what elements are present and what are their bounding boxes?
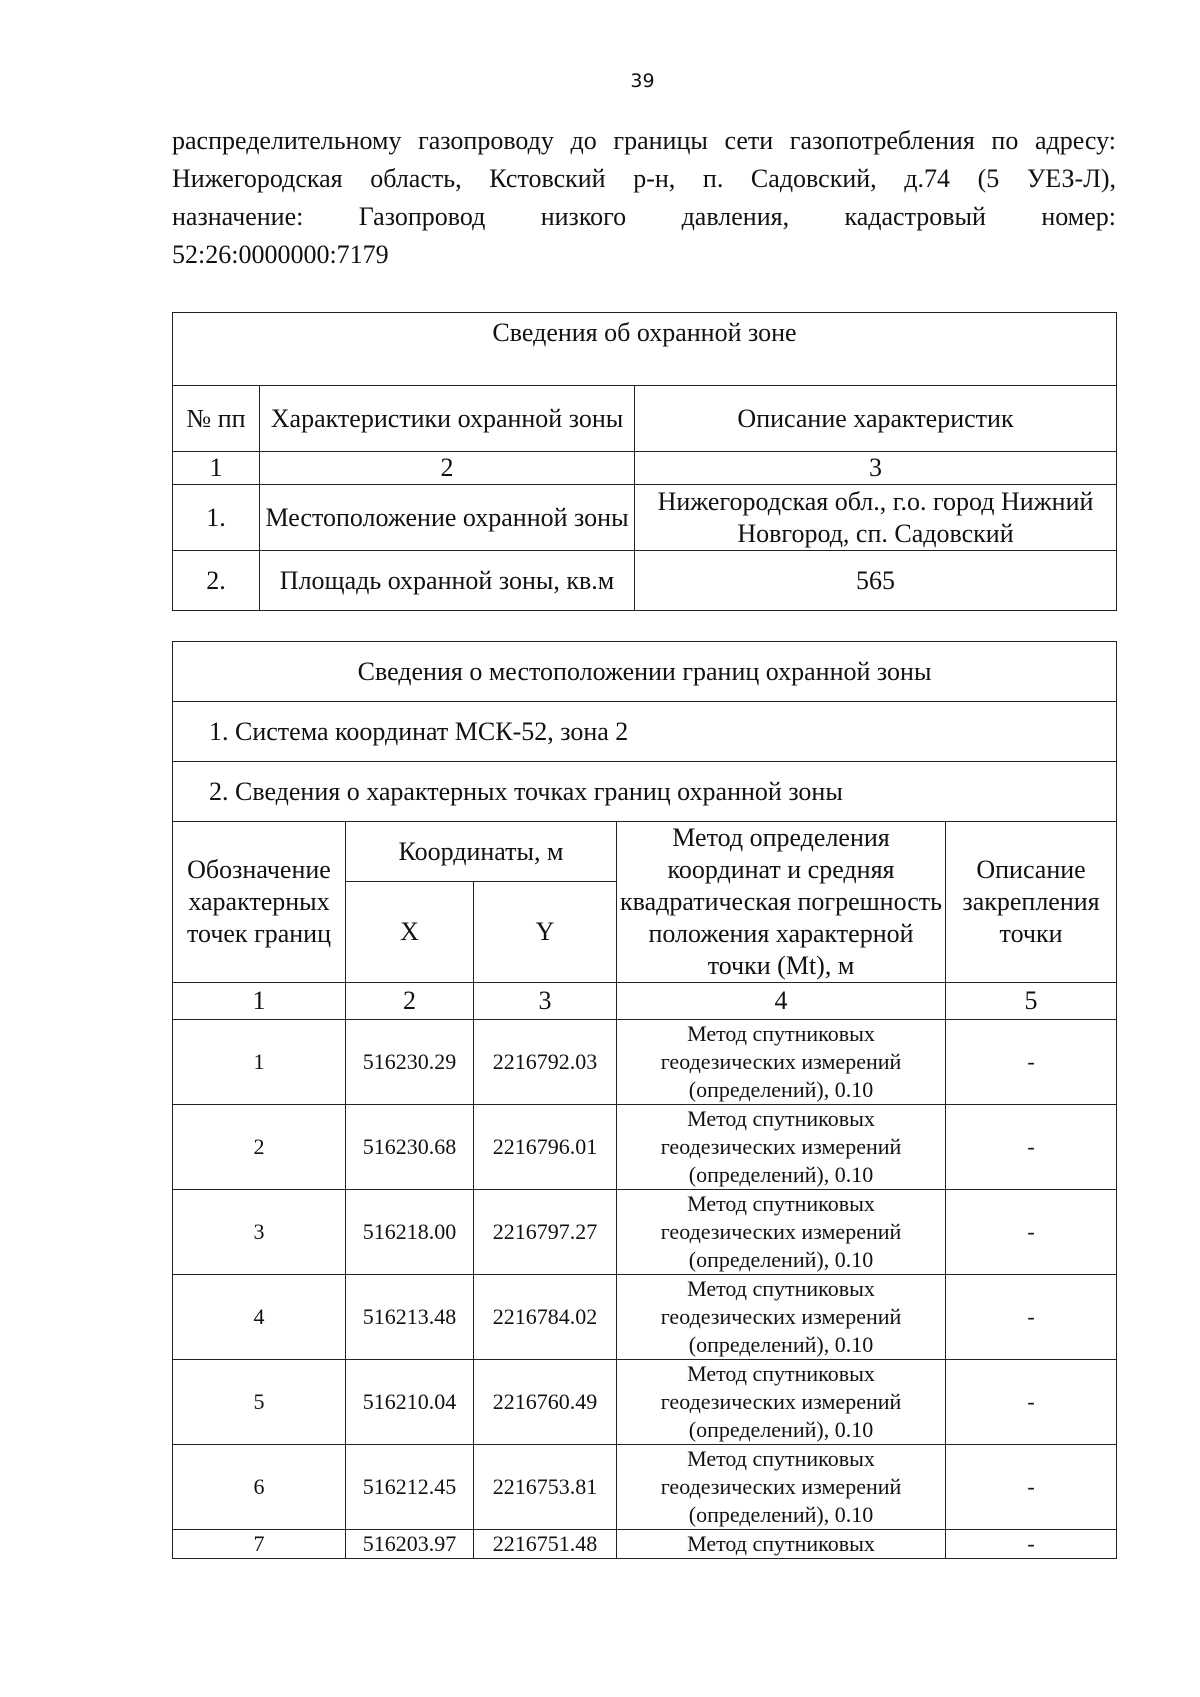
point-method: Метод спутниковых геодезических измерений (определений), 0.10 bbox=[617, 1190, 946, 1275]
row-value: 565 bbox=[635, 551, 1117, 611]
point-fixing: - bbox=[946, 1020, 1117, 1105]
point-y: 2216784.02 bbox=[474, 1275, 617, 1360]
point-id: 7 bbox=[173, 1530, 346, 1559]
point-fixing: - bbox=[946, 1275, 1117, 1360]
header-designation: Обозначение характерных точек границ bbox=[173, 822, 346, 983]
table-row bbox=[173, 1105, 1117, 1190]
coordinate-system: 1. Система координат МСК-52, зона 2 bbox=[173, 702, 1117, 762]
point-id: 2 bbox=[173, 1105, 346, 1190]
col-number: 1 bbox=[173, 452, 260, 485]
col-number: 4 bbox=[617, 983, 946, 1020]
col-number: 5 bbox=[946, 983, 1117, 1020]
point-fixing: - bbox=[946, 1360, 1117, 1445]
boundary-points-table bbox=[172, 641, 1117, 1559]
point-x: 516230.68 bbox=[346, 1105, 474, 1190]
point-method: Метод спутниковых геодезических измерений (определений), 0.10 bbox=[617, 1445, 946, 1530]
point-method: Метод спутниковых геодезических измерений (определений), 0.10 bbox=[617, 1360, 946, 1445]
point-fixing: - bbox=[946, 1530, 1117, 1559]
point-x: 516213.48 bbox=[346, 1275, 474, 1360]
table-row bbox=[173, 1445, 1117, 1530]
header-method: Метод определения координат и средняя квадратическая погрешность положения характерной точки (Mt), м bbox=[617, 822, 946, 983]
col-number: 3 bbox=[474, 983, 617, 1020]
point-id: 1 bbox=[173, 1020, 346, 1105]
zone-table-title: Сведения об охранной зоне bbox=[173, 313, 1117, 386]
header-number: № пп bbox=[173, 386, 260, 452]
intro-line-3: назначение: Газопровод низкого давления, кадастровый номер: bbox=[172, 202, 1116, 231]
col-number: 3 bbox=[635, 452, 1117, 485]
header-description: Описание характеристик bbox=[635, 386, 1117, 452]
row-name: Местоположение охранной зоны bbox=[260, 485, 635, 551]
point-y: 2216751.48 bbox=[474, 1530, 617, 1559]
point-x: 516230.29 bbox=[346, 1020, 474, 1105]
header-y: Y bbox=[474, 882, 617, 983]
point-x: 516218.00 bbox=[346, 1190, 474, 1275]
table-row bbox=[173, 1360, 1117, 1445]
point-id: 4 bbox=[173, 1275, 346, 1360]
col-number: 1 bbox=[173, 983, 346, 1020]
points-heading: 2. Сведения о характерных точках границ охранной зоны bbox=[173, 762, 1117, 822]
point-x: 516210.04 bbox=[346, 1360, 474, 1445]
point-id: 6 bbox=[173, 1445, 346, 1530]
header-fixing: Описание закрепления точки bbox=[946, 822, 1117, 983]
point-id: 3 bbox=[173, 1190, 346, 1275]
row-number: 1. bbox=[173, 485, 260, 551]
header-characteristics: Характеристики охранной зоны bbox=[260, 386, 635, 452]
point-y: 2216796.01 bbox=[474, 1105, 617, 1190]
table-row bbox=[173, 1020, 1117, 1105]
col-number: 2 bbox=[260, 452, 635, 485]
intro-line-1: распределительному газопроводу до границы сети газопотребления по адресу: bbox=[172, 126, 1116, 155]
table-row bbox=[173, 1530, 1117, 1559]
point-y: 2216753.81 bbox=[474, 1445, 617, 1530]
row-value: Нижегородская обл., г.о. город Нижний Новгород, сп. Садовский bbox=[635, 485, 1117, 551]
point-y: 2216797.27 bbox=[474, 1190, 617, 1275]
header-coordinates: Координаты, м bbox=[346, 822, 617, 882]
point-fixing: - bbox=[946, 1190, 1117, 1275]
col-number: 2 bbox=[346, 983, 474, 1020]
row-name: Площадь охранной зоны, кв.м bbox=[260, 551, 635, 611]
bounds-table-title: Сведения о местоположении границ охранной зоны bbox=[173, 642, 1117, 702]
point-y: 2216792.03 bbox=[474, 1020, 617, 1105]
point-y: 2216760.49 bbox=[474, 1360, 617, 1445]
row-number: 2. bbox=[173, 551, 260, 611]
point-fixing: - bbox=[946, 1445, 1117, 1530]
page-number: 39 bbox=[630, 70, 655, 92]
protection-zone-table bbox=[172, 312, 1117, 611]
point-x: 516203.97 bbox=[346, 1530, 474, 1559]
table-row bbox=[173, 1275, 1117, 1360]
table-row bbox=[173, 1190, 1117, 1275]
point-method: Метод спутниковых геодезических измерений (определений), 0.10 bbox=[617, 1275, 946, 1360]
intro-paragraph bbox=[172, 122, 1116, 274]
point-id: 5 bbox=[173, 1360, 346, 1445]
point-method: Метод спутниковых геодезических измерений (определений), 0.10 bbox=[617, 1105, 946, 1190]
header-x: X bbox=[346, 882, 474, 983]
point-x: 516212.45 bbox=[346, 1445, 474, 1530]
point-method: Метод спутниковых bbox=[617, 1530, 946, 1559]
intro-line-2: Нижегородская область, Кстовский р-н, п. Садовский, д.74 (5 УЕЗ-Л), bbox=[172, 164, 1116, 193]
point-method: Метод спутниковых геодезических измерений (определений), 0.10 bbox=[617, 1020, 946, 1105]
point-fixing: - bbox=[946, 1105, 1117, 1190]
intro-line-4: 52:26:0000000:7179 bbox=[172, 240, 389, 269]
